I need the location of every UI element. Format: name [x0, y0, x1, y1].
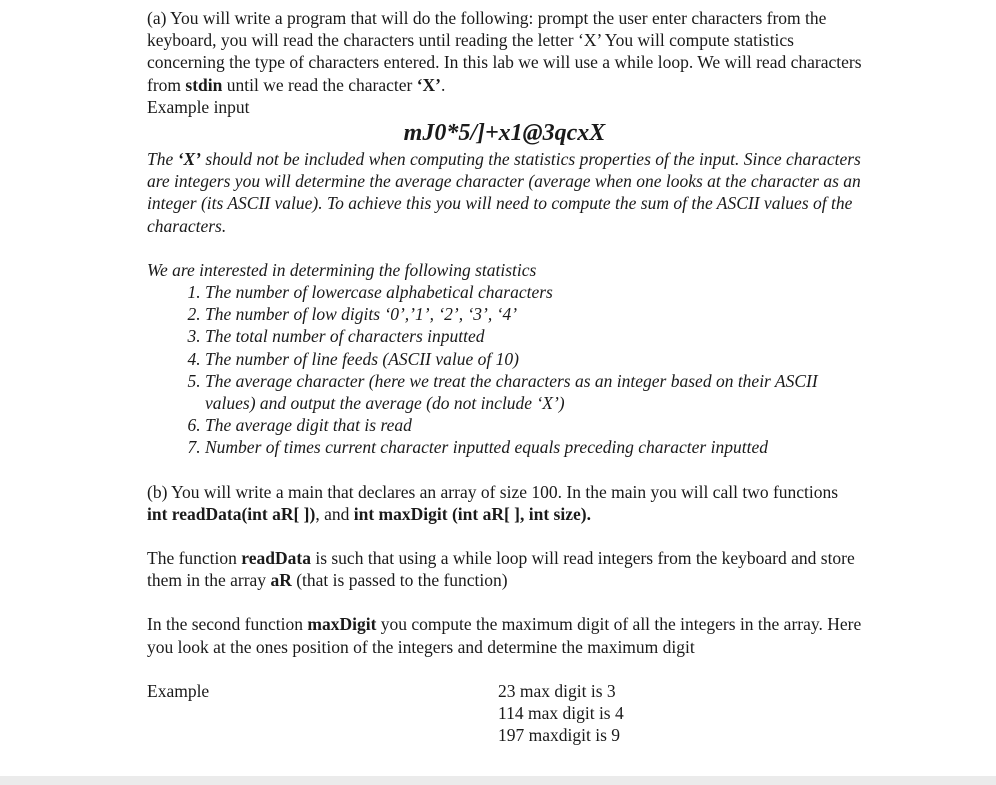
list-item: 197 maxdigit is 9: [498, 725, 621, 746]
readdata-signature: int readData(int aR[ ]): [147, 503, 316, 524]
part-a-intro: (a) You will write a program that will do the following: prompt the user enter characters from the keyboard, you will read the characters until reading the letter ‘X’ You will compute statistics concerning the type of characters entered. In this lab we will use a while loop. We will read characters from stdin until we read the character ‘X’.: [147, 8, 862, 95]
list-item: 7. Number of times current character inputted equals preceding character inputted: [205, 436, 862, 458]
stats-heading: We are interested in determining the following statistics: [147, 259, 537, 280]
list-item: 3. The total number of characters inputted: [205, 325, 862, 347]
example-label: Example: [147, 680, 210, 701]
document-content: [147, 7, 862, 746]
list-item: 6. The average digit that is read: [205, 414, 862, 436]
list-item: 4. The number of line feeds (ASCII value of 10): [205, 348, 862, 370]
list-item: 114 max digit is 4: [498, 703, 624, 724]
bottom-gutter: [0, 776, 996, 785]
x-term: ‘X’: [416, 74, 442, 95]
example-input-label: Example input: [147, 96, 250, 117]
list-item: 23 max digit is 3: [498, 680, 616, 701]
example-values: [498, 680, 624, 747]
example-input: mJ0*5/]+x1@3qcxX: [403, 120, 606, 147]
list-item: 5. The average character (here we treat the characters as an integer based on their ASCII values) and output the average (do not include ‘X’): [205, 370, 862, 414]
maxdigit-signature: int maxDigit (int aR[ ], int size).: [353, 503, 591, 524]
part-b-intro: (b) You will write a main that declares an array of size 100. In the main you will call two functions int readData(int aR[ ]), and int maxDigit (int aR[ ], int size).: [147, 481, 839, 524]
maxdigit-description: In the second function maxDigit you compute the maximum digit of all the integers in the array. Here you look at the ones position of the integers and determine the maximum digit: [147, 614, 862, 657]
stdin-term: stdin: [185, 74, 223, 95]
list-item: 1. The number of lowercase alphabetical characters: [205, 281, 862, 303]
x-exclusion-note: The ‘X’ should not be included when computing the statistics properties of the input. Since characters are integers you will determine the average character (average when one looks at the character as an integer (its ASCII value). To achieve this you will need to compute the sum of the ASCII values of the characters.: [147, 149, 861, 236]
readdata-description: The function readData is such that using a while loop will read integers from the keyboard and store them in the array aR (that is passed to the function): [147, 548, 855, 591]
x-term: ‘X’: [177, 149, 201, 170]
list-item: 2. The number of low digits ‘0’,’1’, ‘2’, ‘3’, ‘4’: [205, 303, 862, 325]
maxdigit-example: [147, 680, 862, 746]
stats-list: [147, 281, 862, 459]
